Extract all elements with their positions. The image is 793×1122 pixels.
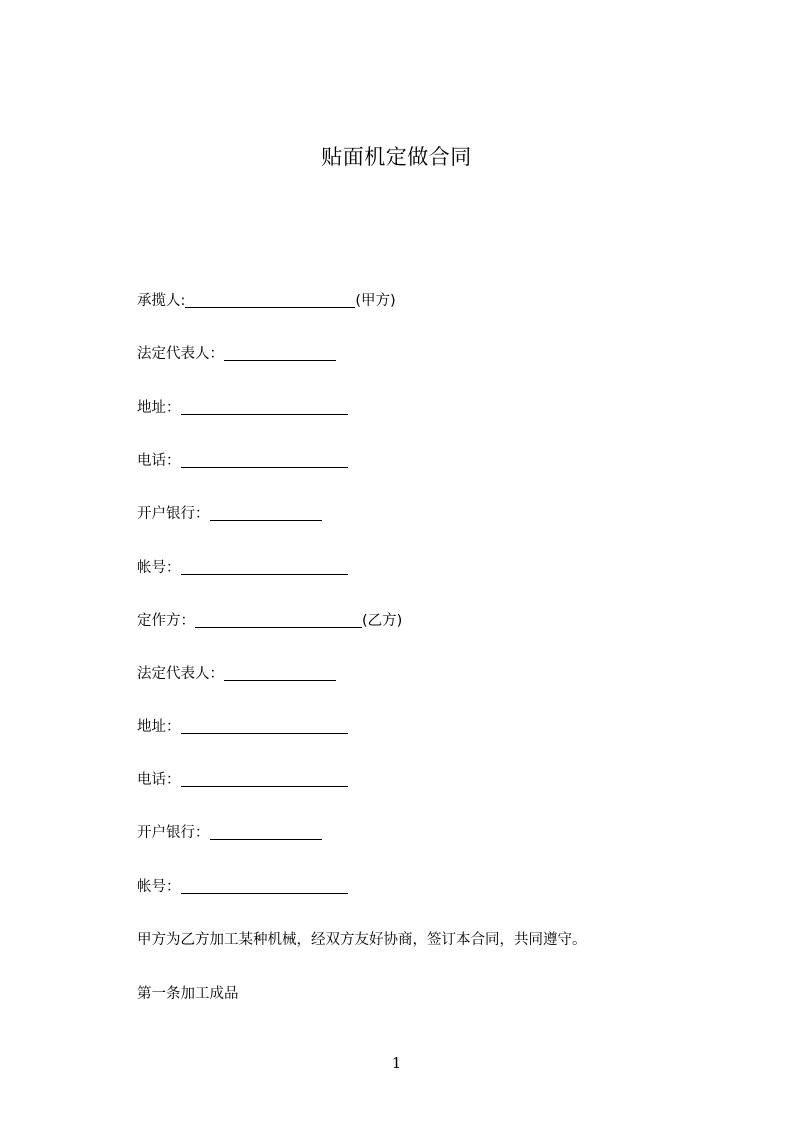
orderer-account-line xyxy=(137,877,348,897)
contractor-account-blank xyxy=(181,559,348,575)
contractor-address-label: 地址： xyxy=(137,400,181,416)
orderer-bank-label: 开户银行： xyxy=(137,825,210,841)
contractor-phone-label: 电话： xyxy=(137,453,181,469)
contractor-name-blank xyxy=(185,292,355,308)
orderer-suffix: (乙方) xyxy=(362,613,403,629)
orderer-label: 定作方： xyxy=(137,613,195,629)
contractor-bank-line xyxy=(137,504,322,524)
orderer-rep-blank xyxy=(224,665,336,681)
contractor-rep-blank xyxy=(224,345,336,361)
orderer-name-blank xyxy=(195,612,362,628)
contractor-rep-line xyxy=(137,344,336,364)
contractor-account-label: 帐号： xyxy=(137,560,181,576)
article-1-heading: 第一条加工成品 xyxy=(137,986,239,1002)
contractor-line xyxy=(137,291,396,311)
contractor-phone-blank xyxy=(181,452,348,468)
contractor-bank-blank xyxy=(210,505,322,521)
contractor-bank-label: 开户银行： xyxy=(137,506,210,522)
orderer-phone-blank xyxy=(181,771,348,787)
contractor-account-line xyxy=(137,558,348,578)
orderer-bank-blank xyxy=(210,824,322,840)
orderer-bank-line xyxy=(137,823,322,843)
orderer-address-line xyxy=(137,717,348,737)
contractor-rep-label: 法定代表人： xyxy=(137,346,224,362)
orderer-phone-label: 电话： xyxy=(137,772,181,788)
preamble-paragraph: 甲方为乙方加工某种机械，经双方友好协商，签订本合同，共同遵守。 xyxy=(137,932,587,948)
orderer-rep-line xyxy=(137,664,336,684)
contractor-suffix: (甲方) xyxy=(355,293,396,309)
orderer-address-label: 地址： xyxy=(137,719,181,735)
contractor-label: 承揽人: xyxy=(137,293,186,309)
page-number: 1 xyxy=(391,1054,402,1072)
orderer-line xyxy=(137,611,402,631)
orderer-address-blank xyxy=(181,718,348,734)
orderer-phone-line xyxy=(137,770,348,790)
orderer-account-label: 帐号： xyxy=(137,879,181,895)
orderer-account-blank xyxy=(181,878,348,894)
document-title: 贴面机定做合同 xyxy=(321,145,472,169)
contractor-address-blank xyxy=(181,399,348,415)
contractor-address-line xyxy=(137,398,348,418)
orderer-rep-label: 法定代表人： xyxy=(137,666,224,682)
contractor-phone-line xyxy=(137,451,348,471)
